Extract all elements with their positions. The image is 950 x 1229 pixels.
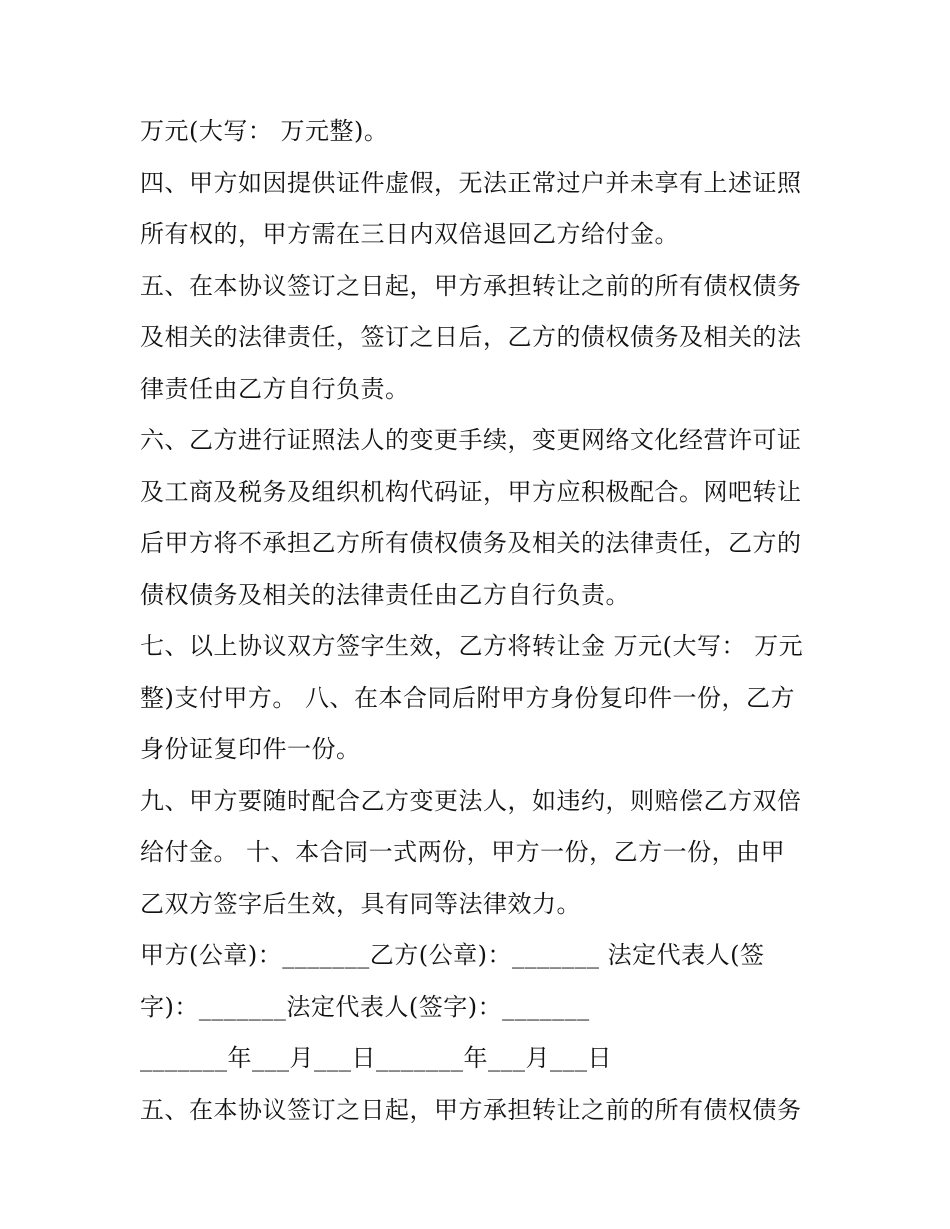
text-line-4: 五、在本协议签订之日起，甲方承担转让之前的所有债权债务 [140, 271, 802, 300]
text-line-13: 身份证复印件一份。 [140, 735, 361, 763]
text-line-3: 所有权的，甲方需在三日内双倍退回乙方给付金。 [140, 220, 679, 248]
date-line: _______年___月___日_______年___月___日 [140, 1044, 612, 1072]
text-line-2: 四、甲方如因提供证件虚假，无法正常过户并未享有上述证照 [140, 168, 802, 197]
text-line-6: 律责任由乙方自行负责。 [140, 374, 410, 403]
text-line-1: 万元(大写： 万元整)。 [140, 117, 389, 145]
text-line-7: 六、乙方进行证照法人的变更手续，变更网络文化经营许可证 [140, 426, 802, 454]
text-line-10: 债权债务及相关的法律责任由乙方自行负责。 [140, 580, 630, 609]
signature-line-representatives: 字)：_______法定代表人(签字)：_______ [140, 992, 590, 1021]
text-line-15: 给付金。 十、本合同一式两份，甲方一份，乙方一份，由甲 [140, 838, 786, 866]
text-line-5: 及相关的法律责任，签订之日后，乙方的债权债务及相关的法 [140, 323, 802, 351]
text-line-12: 整)支付甲方。 八、在本合同后附甲方身份复印件一份，乙方 [140, 683, 795, 712]
text-line-20: 五、在本协议签订之日起，甲方承担转让之前的所有债权债务 [140, 1095, 802, 1124]
text-line-14: 九、甲方要随时配合乙方变更法人，如违约，则赔偿乙方双倍 [140, 786, 802, 815]
text-line-8: 及工商及税务及组织机构代码证，甲方应积极配合。网吧转让 [140, 477, 802, 506]
text-line-16: 乙双方签字后生效，具有同等法律效力。 [140, 889, 581, 918]
document-body [140, 106, 820, 1136]
text-line-11: 七、以上协议双方签字生效，乙方将转让金 万元(大写： 万元 [140, 632, 804, 660]
signature-line-parties: 甲方(公章)：_______乙方(公章)：_______ 法定代表人(签 [140, 941, 765, 969]
text-line-9: 后甲方将不承担乙方所有债权债务及相关的法律责任，乙方的 [140, 529, 802, 557]
